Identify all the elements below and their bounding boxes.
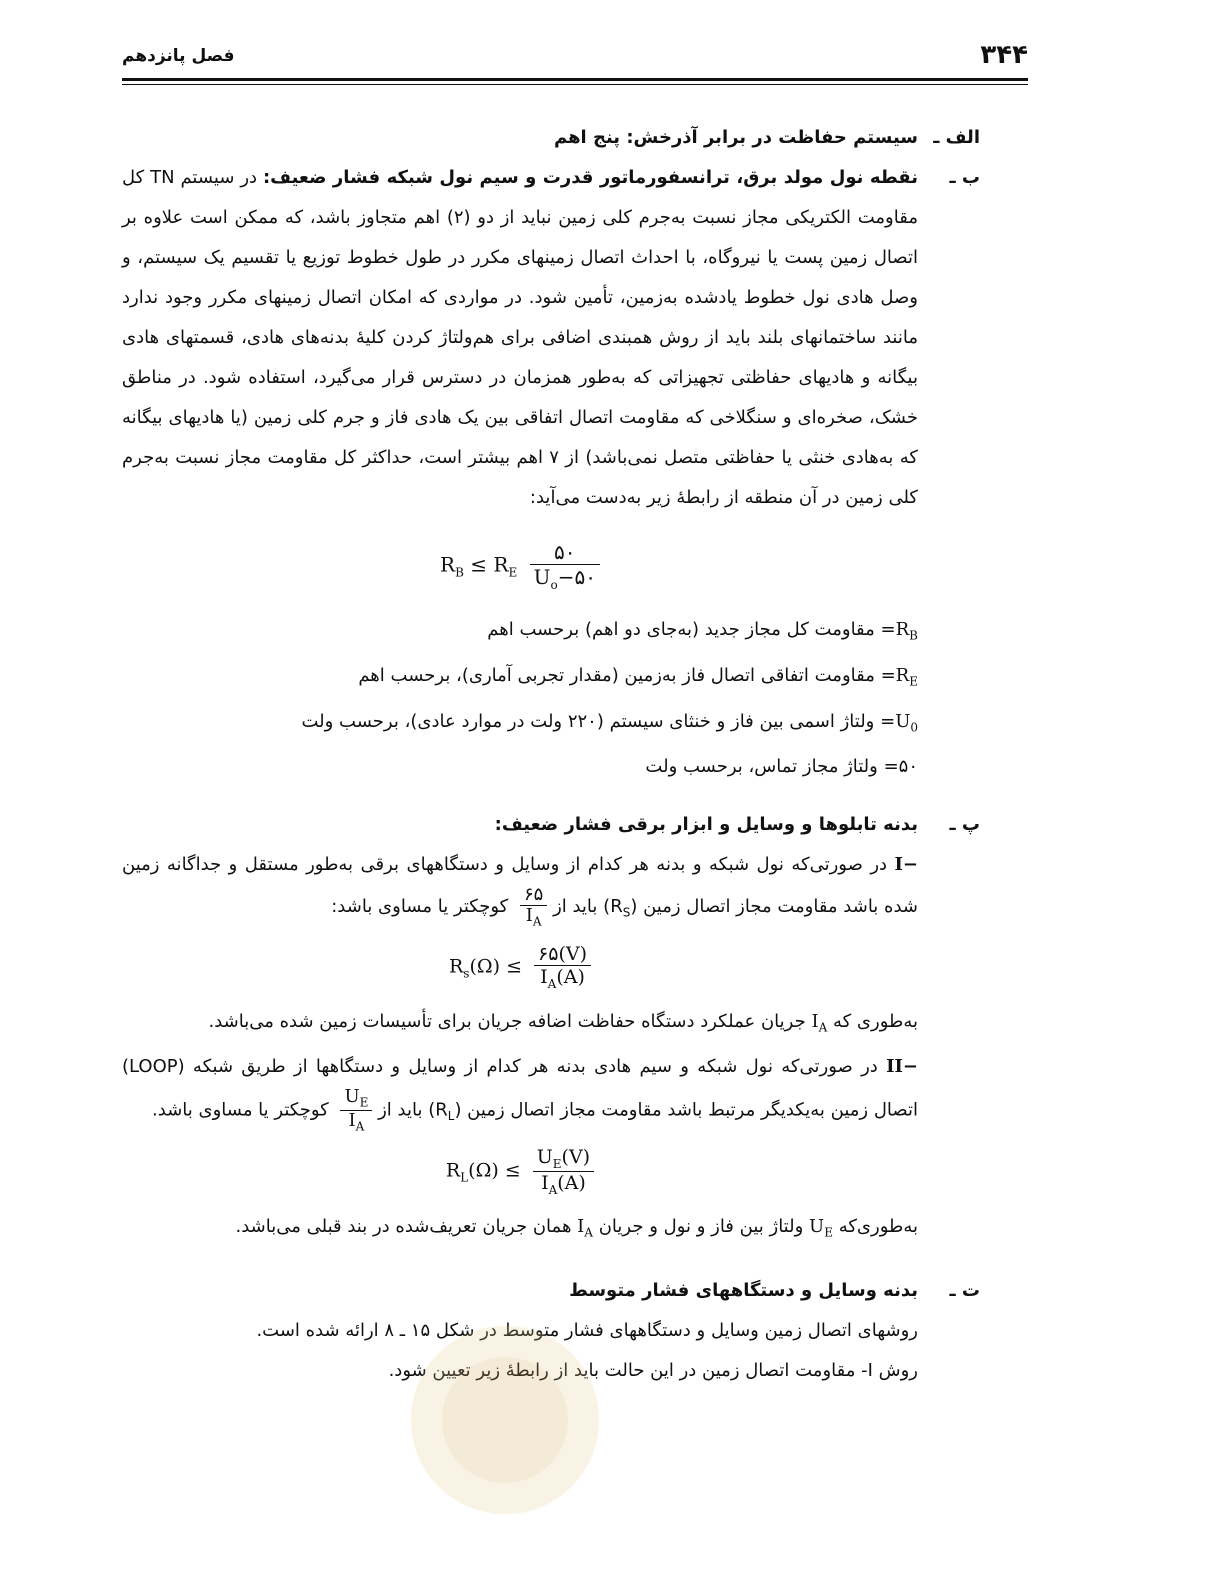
formula-rb-fraction: $\frac{۵۰}{U_o-۵۰}$ — [530, 540, 600, 592]
chapter-title: فصل پانزدهم — [122, 46, 235, 66]
page-header — [122, 40, 1028, 80]
case-ii-explanation: به‌طوری‌که $U_E$ ولتاژ بین فاز و نول و جریان $I_A$ همان جریان تعریف‌شده در بند قبلی می‌باشد. — [235, 1216, 918, 1240]
item-be-paragraph — [122, 158, 918, 518]
formula-rb: $R_B \le R_E$ $\frac{۵۰}{U_o-۵۰}$ — [122, 540, 918, 592]
definition-u0: $U_0=$ ولتاژ اسمی بین فاز و خنثای سیستم (۲۲۰ ولت در موارد عادی)، برحسب ولت — [301, 710, 918, 735]
case-i-inline-fraction: $\frac{۶۵}{I_A}$ — [520, 885, 547, 929]
definition-rb: $R_B=$ مقاومت کل مجاز جدید (به‌جای دو اهم) برحسب اهم — [487, 619, 918, 643]
item-marker: پ ـ — [949, 814, 980, 836]
item-marker: ت ـ — [949, 1279, 980, 1301]
formula-rl: $R_L(\Omega)$ ≤ $\frac{U_E(V)}{I_A(A)}$ — [122, 1146, 918, 1197]
header-rule-thin — [122, 84, 1028, 85]
item-te-line-2: روش I- مقاومت اتصال زمین در این حالت باید از رابطهٔ زیر تعیین شود. — [388, 1359, 918, 1381]
case-ii-inline-fraction: $\frac{U_E}{I_A}$ — [340, 1087, 372, 1134]
item-pe-case-i: I− در صورتی‌که نول شبکه و بدنه هر کدام از وسایل و دستگاههای برقی به‌طور مستقل و جداگانه زمین شده باشد مقاومت مجاز اتصال زمین $(R_S)$ باید از $\frac{۶۵}{I_A}$ کوچکتر یا مساوی باشد: — [122, 854, 918, 929]
watermark-seal — [395, 1310, 615, 1530]
item-alef-text: سیستم حفاظت در برابر آذرخش: پنج اهم — [553, 127, 918, 148]
definition-re: $R_E=$ مقاومت اتفاقی اتصال فاز به‌زمین (مقدار تجربی آماری)، برحسب اهم — [358, 664, 918, 689]
item-te-line-1: روشهای اتصال زمین وسایل و دستگاههای فشار متوسط در شکل ۱۵ ـ ۸ ارائه شده است. — [256, 1319, 918, 1341]
formula-rs: $R_s(\Omega)$ ≤ $\frac{۶۵(V)}{I_A(A)}$ — [122, 943, 918, 992]
item-pe-case-ii: II− در صورتی‌که نول شبکه و سیم هادی بدنه هر کدام از وسایل و دستگاهها از طریق شبکه (LOOP) اتصال زمین به‌یکدیگر مرتبط باشد مقاومت مجاز اتصال زمین $(R_L)$ باید از $\frac{U_E}{I_A}$ کوچکتر یا مساوی باشد. — [122, 1056, 918, 1134]
item-marker: ب ـ — [949, 167, 980, 188]
definition-50: ۵۰= ولتاژ مجاز تماس، برحسب ولت — [645, 756, 918, 778]
page-number: ۳۴۴ — [980, 40, 1028, 70]
item-be-body: در سیستم TN کل مقاومت الکتریکی مجاز نسبت به‌جرم کلی زمین نباید از دو (۲) اهم متجاوز باشد، که ممکن است علاوه بر اتصال زمین پست یا نیروگاه، با احداث اتصال زمینهای مکرر در طول خطوط توزیع یا تقسیم یک سیستم، و وصل هادی نول خطوط یادشده به‌زمین، تأمین شود. در مواردی که امکان اتصال زمینهای مکرر وجود ندارد مانند ساختمانهای بلند باید از روش همبندی اضافی برای هم‌ولتاژ کردن کلیهٔ بدنه‌های هادی، قسمتهای هادی بیگانه و هادیهای حفاظتی تجهیزاتی که به‌طور همزمان در دسترس قرار می‌گیرد، استفاده شود. در مناطق خشک، صخره‌ای و سنگلاخی که مقاومت اتصال اتفاقی بین یک هادی فاز و جرم کلی زمین (یا هادیهای بیگانه که به‌هادی خنثی یا حفاظتی متصل نمی‌باشد) از ۷ اهم بیشتر است، حداکثر کل مقاومت مجاز نسبت به‌جرم کلی زمین در آن منطقه از رابطهٔ زیر به‌دست می‌آید: — [122, 167, 918, 508]
item-marker: الف ـ — [933, 127, 980, 148]
item-be-heading: نقطه نول مولد برق، ترانسفورماتور قدرت و سیم نول شبکه فشار ضعیف: — [262, 167, 918, 188]
item-pe — [122, 805, 980, 1253]
item-te-heading: بدنه وسایل و دستگاههای فشار متوسط — [569, 1279, 918, 1301]
item-be — [122, 158, 980, 787]
case-i-explanation: به‌طوری که $I_A$ جریان عملکرد دستگاه حفاظت اضافه جریان برای تأسیسات زمین شده می‌باشد. — [208, 1010, 918, 1035]
item-pe-heading: بدنه تابلوها و وسایل و ابزار برقی فشار ضعیف: — [494, 814, 918, 836]
item-alef — [122, 118, 980, 158]
header-rule-thick — [122, 78, 1028, 81]
